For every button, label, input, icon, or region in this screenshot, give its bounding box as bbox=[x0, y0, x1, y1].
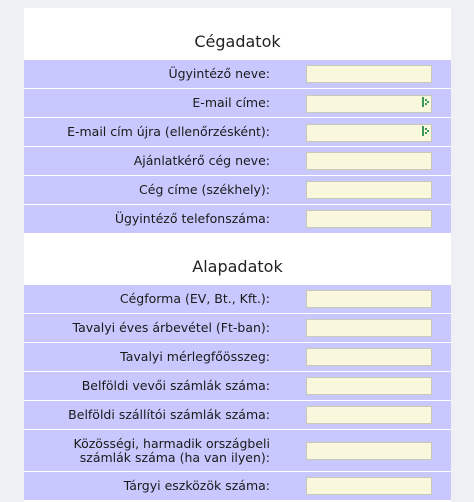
form-row-supplier-invoices bbox=[24, 400, 451, 429]
section-title-cegadatok: Cégadatok bbox=[194, 32, 281, 51]
field-label: Ajánlatkérő cég neve: bbox=[133, 153, 270, 168]
field-label: Ügyintéző telefonszáma: bbox=[114, 211, 270, 226]
supplier-invoices-input[interactable] bbox=[306, 406, 432, 424]
form-row-company-address bbox=[24, 175, 451, 204]
revenue-input[interactable] bbox=[306, 319, 432, 337]
form-row-revenue bbox=[24, 313, 451, 342]
company-form-input[interactable] bbox=[306, 290, 432, 308]
email-input[interactable] bbox=[306, 95, 432, 113]
field-label: Tavalyi éves árbevétel (Ft-ban): bbox=[72, 320, 270, 335]
field-label: Ügyintéző neve: bbox=[168, 66, 270, 81]
form-row-customer-invoices bbox=[24, 371, 451, 400]
form-row-fixed-assets bbox=[24, 471, 451, 500]
form-row-balance-total bbox=[24, 342, 451, 371]
form-row-company-name bbox=[24, 146, 451, 175]
field-label: Cégforma (EV, Bt., Kft.): bbox=[119, 291, 270, 306]
email-confirm-input[interactable] bbox=[306, 124, 432, 142]
form-row-eu-invoices bbox=[24, 429, 451, 471]
field-label: Tavalyi mérlegfőösszeg: bbox=[120, 349, 270, 364]
balance-total-input[interactable] bbox=[306, 348, 432, 366]
field-label: Cég címe (székhely): bbox=[139, 182, 270, 197]
field-label: Belföldi vevői számlák száma: bbox=[81, 378, 270, 393]
form-row-email bbox=[24, 88, 451, 117]
eu-invoices-input[interactable] bbox=[306, 442, 432, 460]
field-label: Belföldi szállítói számlák száma: bbox=[68, 407, 270, 422]
field-label: Közösségi, harmadik országbeli számlák száma (ha van ilyen): bbox=[73, 435, 270, 465]
phone-input[interactable] bbox=[306, 210, 432, 228]
company-address-input[interactable] bbox=[306, 181, 432, 199]
form-row-email-confirm bbox=[24, 117, 451, 146]
field-label: Tárgyi eszközök száma: bbox=[123, 478, 270, 493]
form-row-contact-name bbox=[24, 59, 451, 88]
contact-name-input[interactable] bbox=[306, 65, 432, 83]
section-title-alapadatok: Alapadatok bbox=[192, 257, 283, 276]
customer-invoices-input[interactable] bbox=[306, 377, 432, 395]
field-label: E-mail címe: bbox=[192, 95, 270, 110]
company-name-input[interactable] bbox=[306, 152, 432, 170]
field-label: E-mail cím újra (ellenőrzésként): bbox=[67, 124, 270, 139]
form-row-phone bbox=[24, 204, 451, 233]
password-manager-autofill-icon[interactable] bbox=[422, 97, 429, 107]
quote-request-form bbox=[24, 8, 451, 502]
password-manager-autofill-icon[interactable] bbox=[422, 126, 429, 136]
fixed-assets-input[interactable] bbox=[306, 477, 432, 495]
form-row-company-form bbox=[24, 284, 451, 313]
